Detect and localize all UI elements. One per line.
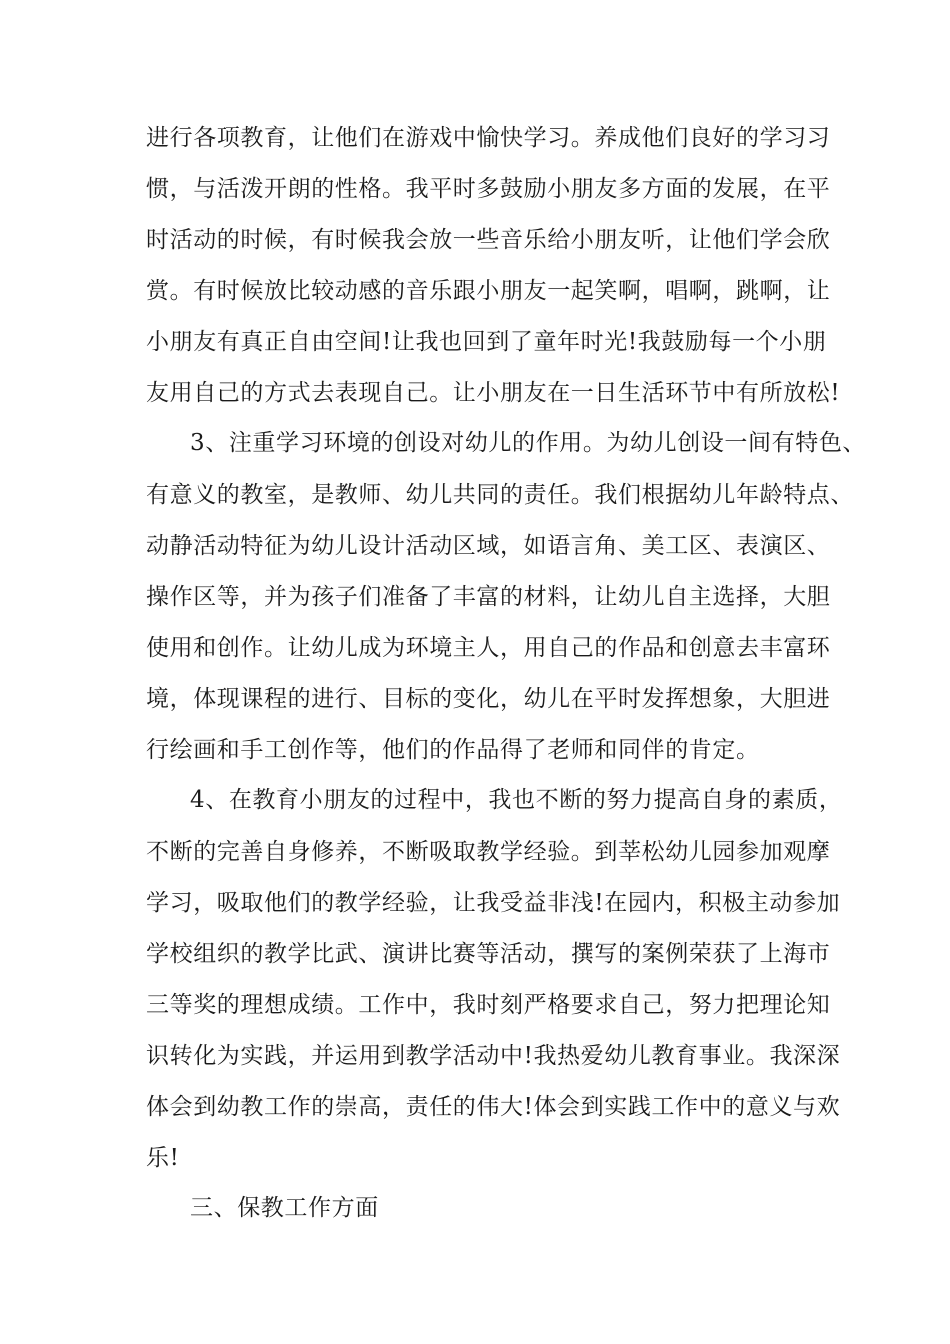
text-line: 有意义的教室，是教师、幼儿共同的责任。我们根据幼儿年龄特点、 [146, 482, 854, 508]
text-line: 友用自己的方式去表现自己。让小朋友在一日生活环节中有所放松! [146, 380, 841, 406]
section-heading: 三、保教工作方面 [190, 1195, 379, 1221]
paragraph-4-start: 4、在教育小朋友的过程中，我也不断的努力提高自身的素质， [190, 787, 843, 813]
paragraph-3-start: 3、注重学习环境的创设对幼儿的作用。为幼儿创设一间有特色、 [190, 430, 867, 456]
text-line: 行绘画和手工创作等，他们的作品得了老师和同伴的肯定。 [146, 737, 760, 763]
text-line: 赏。有时候放比较动感的音乐跟小朋友一起笑啊，唱啊，跳啊，让 [146, 278, 831, 304]
text-line: 进行各项教育，让他们在游戏中愉快学习。养成他们良好的学习习 [146, 125, 831, 151]
text-line: 体会到幼教工作的崇高，责任的伟大!体会到实践工作中的意义与欢 [146, 1094, 841, 1120]
text-line: 不断的完善自身修养，不断吸取教学经验。到莘松幼儿园参加观摩 [146, 839, 831, 865]
text-line: 使用和创作。让幼儿成为环境主人，用自己的作品和创意去丰富环 [146, 635, 831, 661]
text-line: 学校组织的教学比武、演讲比赛等活动，撰写的案例荣获了上海市 [146, 941, 831, 967]
text-line: 操作区等，并为孩子们准备了丰富的材料，让幼儿自主选择，大胆 [146, 584, 831, 610]
text-line: 惯，与活泼开朗的性格。我平时多鼓励小朋友多方面的发展，在平 [146, 176, 831, 202]
text-line: 乐! [146, 1145, 180, 1171]
text-line: 动静活动特征为幼儿设计活动区域，如语言角、美工区、表演区、 [146, 533, 831, 559]
text-line: 三等奖的理想成绩。工作中，我时刻严格要求自己，努力把理论知 [146, 992, 831, 1018]
text-line: 学习，吸取他们的教学经验，让我受益非浅!在园内，积极主动参加 [146, 890, 841, 916]
text-line: 小朋友有真正自由空间!让我也回到了童年时光!我鼓励每一个小朋 [146, 329, 827, 355]
text-line: 时活动的时候，有时候我会放一些音乐给小朋友听，让他们学会欣 [146, 227, 831, 253]
text-line: 境，体现课程的进行、目标的变化，幼儿在平时发挥想象，大胆进 [146, 686, 831, 712]
text-line: 识转化为实践，并运用到教学活动中!我热爱幼儿教育事业。我深深 [146, 1043, 841, 1069]
